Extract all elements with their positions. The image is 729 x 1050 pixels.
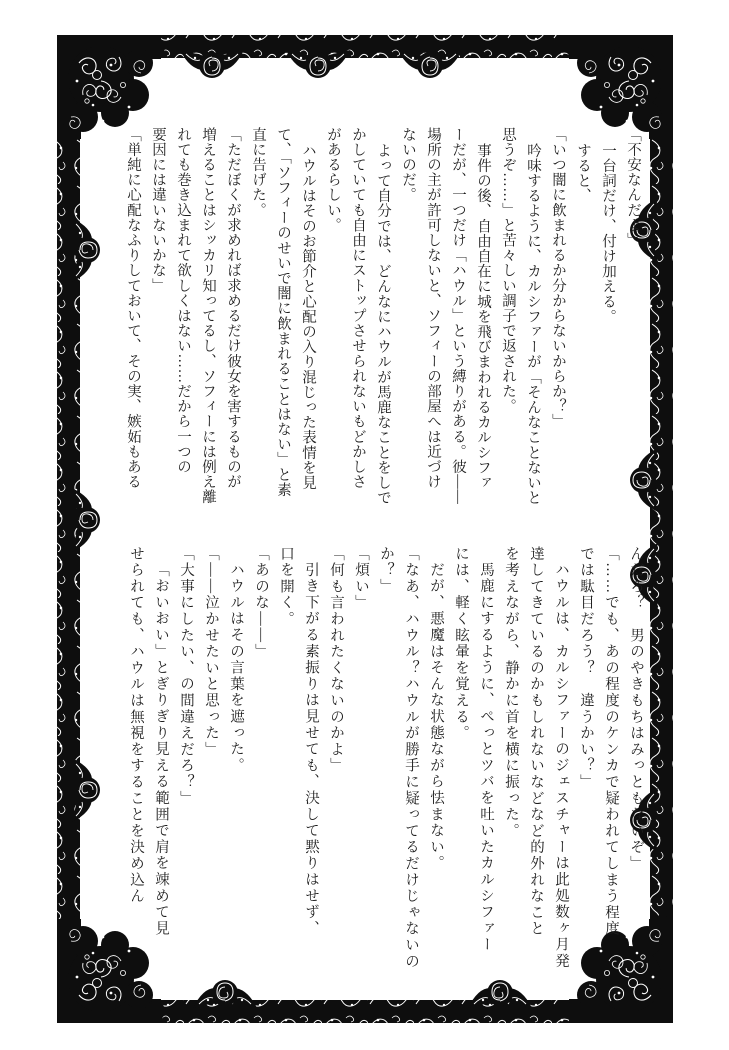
- text-column: せられても、ハウルは無視をすることを決め込ん: [128, 546, 144, 905]
- text-column: 「――泣かせたいと思った」: [203, 546, 219, 758]
- text-column: て、「ソフィーのせいで闇に飲まれることはない」と素: [275, 127, 291, 498]
- text-column: ないのだ。: [400, 127, 416, 203]
- text-column: 「煩い」: [353, 546, 369, 612]
- text-column: んだろ？ 男のやきもちはみっともないぞ」: [628, 546, 644, 872]
- text-section-top: [118, 127, 645, 507]
- text-column: 「……でも、あの程度のケンカで疑われてしまう程度: [603, 546, 619, 938]
- text-column: 「単純に心配なふりしておいて、その実、嫉妬もある: [125, 127, 141, 490]
- text-column: があるらしい。: [325, 127, 341, 233]
- text-column: 増えることはシッカリ知ってるし、ソフィーには例え離: [200, 127, 216, 505]
- text-column: 達してきているのかもしれないなどなど的外れなこと: [528, 546, 544, 938]
- text-column: 「何も言われたくないのかよ」: [328, 546, 344, 775]
- text-column: 口を開く。: [278, 546, 294, 628]
- text-column: 思うぞ……」と苦々しい調子で返された。: [500, 127, 516, 414]
- text-column: 一台詞だけ、付け加える。: [600, 143, 616, 325]
- text-column: 直に告げた。: [250, 127, 266, 218]
- text-column: 「なあ、ハウル？ハウルが勝手に疑ってるだけじゃないの: [403, 546, 419, 970]
- text-column: を考えながら、静かに首を横に振った。: [503, 546, 519, 840]
- text-column: 「ただぼくが求めれば求めるだけ彼女を害するものが: [225, 127, 241, 490]
- text-column: ハウルは、カルシファーのジェスチャーは此処数ヶ月発: [553, 562, 569, 970]
- text-section-bottom: [116, 546, 648, 972]
- text-column: 「おいおい」とぎりぎり見える範囲で肩を竦めて見: [153, 562, 169, 937]
- text-column: よって自分では、どんなにハウルが馬鹿なことをしで: [375, 143, 391, 506]
- text-column: には、軽く眩暈を覚える。: [453, 546, 469, 742]
- text-column: か？」: [378, 546, 394, 595]
- text-column: ハウルはその言葉を遮った。: [228, 562, 244, 774]
- text-column: ーだが、一つだけ「ハウル」という縛りがある。彼――: [450, 127, 466, 505]
- text-column: 要因には違いないかな」: [150, 127, 166, 294]
- text-column: 吟味するように、カルシファーが「そんなことないと: [525, 143, 541, 506]
- text-column: 引き下がる素振りは見せても、決して黙りはせず、: [303, 562, 319, 937]
- text-column: 「あのな――」: [253, 546, 269, 661]
- text-column: では駄目だろう？ 違うかい？」: [578, 546, 594, 791]
- text-column: 「大事にしたい、の間違えだろ？」: [178, 546, 194, 807]
- text-column: 「不安なんだよ」: [625, 127, 641, 248]
- text-column: 「いつ闇に飲まれるか分からないからか？」: [550, 127, 566, 429]
- text-column: だが、悪魔はそんな状態ながら怯まない。: [428, 562, 444, 872]
- text-column: 場所の主が許可しないと、ソフィーの部屋へは近づけ: [425, 127, 441, 490]
- text-column: ハウルはそのお節介と心配の入り混じった表情を見: [300, 143, 316, 491]
- text-column: 馬鹿にするように、ぺっとツバを吐いたカルシファー: [478, 562, 494, 954]
- text-column: れても巻き込まれて欲しくはない……だから一つの: [175, 127, 191, 475]
- text-column: かしていても自由にストップさせられないもどかしさ: [350, 127, 366, 490]
- text-column: すると、: [575, 143, 591, 204]
- text-column: 事件の後、自由自在に城を飛びまわれるカルシファ: [475, 143, 491, 491]
